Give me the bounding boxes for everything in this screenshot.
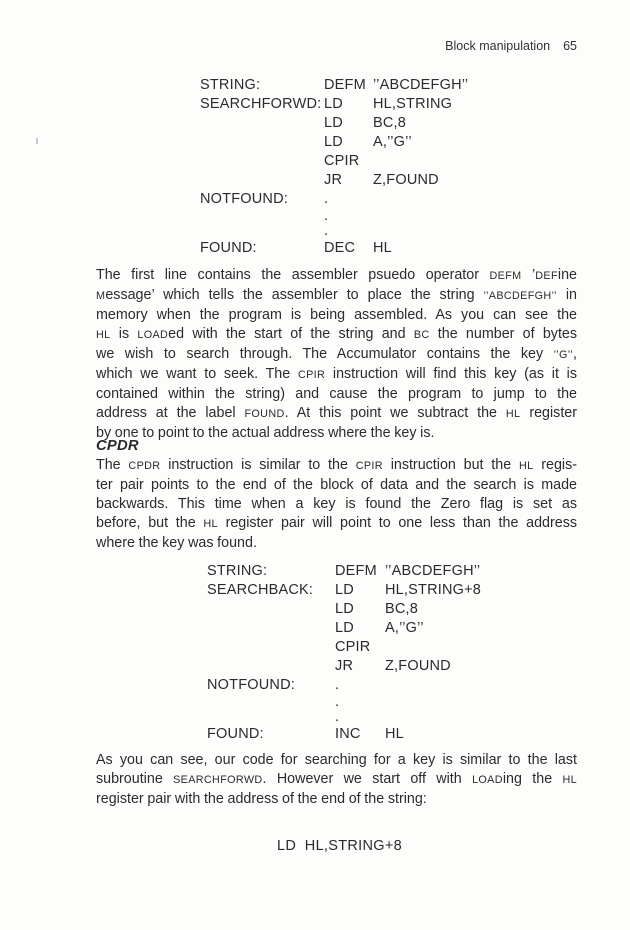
scan-artifact xyxy=(36,138,38,144)
code-label: SEARCHFORWD: xyxy=(200,96,322,112)
heading-cpdr: CPDR xyxy=(96,438,139,454)
code-operand: Z,FOUND xyxy=(385,658,451,674)
code-row xyxy=(200,209,468,224)
code-row xyxy=(200,171,468,190)
section-title: Block manipulation xyxy=(445,39,551,53)
code-label: NOTFOUND: xyxy=(207,677,295,693)
code-row xyxy=(207,695,481,710)
code-row xyxy=(207,676,481,695)
code-operand: ’’ABCDEFGH’’ xyxy=(373,77,469,93)
code-operand: A,’’G’’ xyxy=(385,620,424,636)
code-opcode: JR xyxy=(335,658,354,674)
code-row xyxy=(207,581,481,600)
text-line: we wish to search through. The Accumulator contains the key ’’G’’, xyxy=(96,346,577,362)
code-opcode: CPIR xyxy=(324,153,360,169)
code-block-searchforwd xyxy=(200,76,468,258)
code-opcode: LD xyxy=(324,134,343,150)
code-label: FOUND: xyxy=(200,240,257,256)
code-operand: A,’’G’’ xyxy=(373,134,412,150)
code-row xyxy=(207,710,481,725)
code-row xyxy=(200,239,468,258)
code-opcode: LD xyxy=(335,582,354,598)
code-row xyxy=(200,224,468,239)
text-line: subroutine SEARCHFORWD. However we start off with LOADing the HL xyxy=(96,771,578,787)
code-operand: BC,8 xyxy=(373,115,407,131)
code-row xyxy=(207,638,481,657)
text-line: memory when the program is being assembled. As you can see the xyxy=(96,307,577,323)
code-label: FOUND: xyxy=(207,726,264,742)
code-opcode: . xyxy=(335,694,340,710)
text-line: before, but the HL register pair will point to one less than the address xyxy=(96,515,577,531)
page-number: 65 xyxy=(563,39,577,53)
code-row xyxy=(207,619,481,638)
code-block-searchback xyxy=(207,562,481,744)
code-opcode: INC xyxy=(335,726,361,742)
code-opcode: . xyxy=(324,191,329,207)
code-opcode: JR xyxy=(324,172,343,188)
text-line: contained within the string) and cause the program to jump to the xyxy=(96,386,577,402)
text-line: where the key was found. xyxy=(96,535,257,551)
code-opcode: LD xyxy=(324,115,343,131)
code-row xyxy=(207,725,481,744)
code-operand: HL,STRING+8 xyxy=(385,582,482,598)
code-row xyxy=(207,657,481,676)
code-row xyxy=(200,152,468,171)
code-operand: HL xyxy=(373,240,392,256)
text-line: address at the label FOUND. At this point we subtract the HL register xyxy=(96,405,577,421)
code-operand: Z,FOUND xyxy=(373,172,439,188)
code-label: STRING: xyxy=(207,563,268,579)
code-opcode: DEC xyxy=(324,240,356,256)
text-line: register pair with the address of the end of the string: xyxy=(96,791,427,807)
code-operand: HL,STRING xyxy=(373,96,453,112)
code-opcode: . xyxy=(335,677,340,693)
inline-code-ld-hl: LD HL,STRING+8 xyxy=(277,838,402,854)
code-opcode: . xyxy=(324,223,329,239)
running-header xyxy=(445,39,577,53)
code-label: NOTFOUND: xyxy=(200,191,288,207)
code-label: STRING: xyxy=(200,77,261,93)
code-operand: HL xyxy=(385,726,404,742)
text-line: by one to point to the actual address where the key is. xyxy=(96,425,435,441)
code-opcode: LD xyxy=(335,620,354,636)
code-row xyxy=(207,600,481,619)
text-line: The CPDR instruction is similar to the CPIR instruction but the HL regis- xyxy=(96,457,577,473)
paragraph-cpir-explanation xyxy=(96,266,577,443)
text-line: Message’ which tells the assembler to place the string ’’ABCDEFGH’’ in xyxy=(96,287,577,303)
text-line: which we want to seek. The CPIR instruction will find this key (as it is xyxy=(96,366,577,382)
code-row xyxy=(207,562,481,581)
paragraph-searchback-explanation xyxy=(96,751,577,809)
text-line: ter pair points to the end of the block of data and the search is made xyxy=(96,477,577,493)
paragraph-cpdr-explanation xyxy=(96,456,577,553)
code-row xyxy=(200,95,468,114)
code-operand: ’’ABCDEFGH’’ xyxy=(385,563,481,579)
code-opcode: LD xyxy=(335,601,354,617)
code-opcode: DEFM xyxy=(335,563,377,579)
text-line: As you can see, our code for searching for a key is similar to the last xyxy=(96,752,577,768)
code-label: SEARCHBACK: xyxy=(207,582,314,598)
text-line: HL is LOADed with the start of the string and BC the number of bytes xyxy=(96,326,578,342)
code-row xyxy=(200,114,468,133)
code-opcode: LD xyxy=(324,96,343,112)
code-row xyxy=(200,133,468,152)
code-opcode: DEFM xyxy=(324,77,366,93)
text-line: backwards. This time when a key is found the Zero flag is set as xyxy=(96,496,577,512)
code-row xyxy=(200,76,468,95)
code-opcode: . xyxy=(324,208,329,224)
code-row xyxy=(200,190,468,209)
code-operand: BC,8 xyxy=(385,601,419,617)
code-opcode: . xyxy=(335,709,340,725)
code-opcode: CPIR xyxy=(335,639,371,655)
text-line: The first line contains the assembler psuedo operator DEFM ’DEFine xyxy=(96,267,577,283)
